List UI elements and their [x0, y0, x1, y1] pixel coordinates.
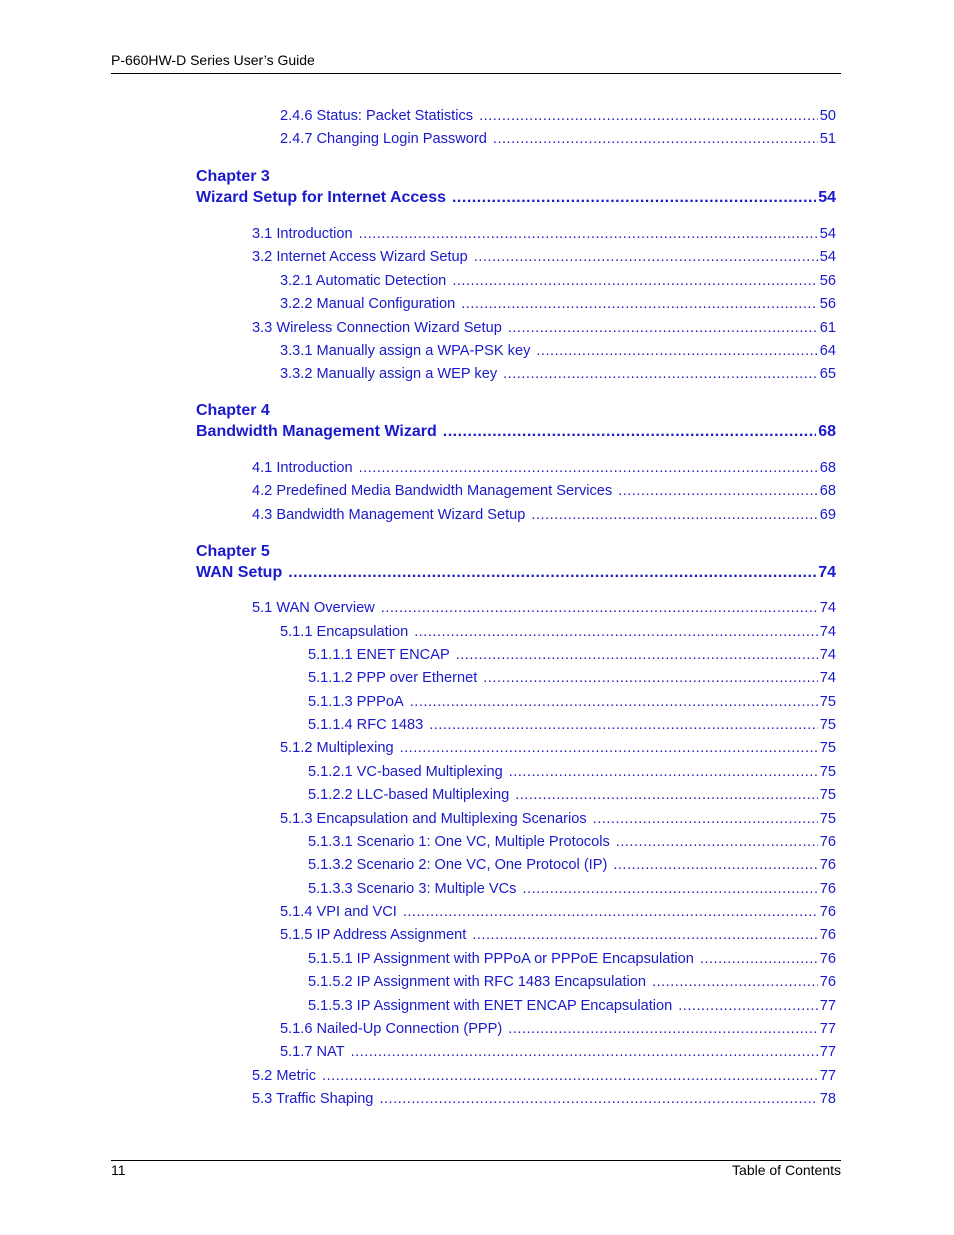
- toc-page-number: 75: [819, 717, 836, 733]
- toc-leader-dots: [359, 226, 818, 242]
- toc-chapter-label[interactable]: Chapter 5: [196, 543, 270, 560]
- toc-entry[interactable]: [252, 249, 836, 265]
- toc-entry[interactable]: [280, 927, 836, 943]
- toc-entry-title: 5.1.6 Nailed-Up Connection (PPP): [280, 1021, 503, 1037]
- toc-leader-dots: [536, 343, 817, 359]
- toc-page-number: 77: [819, 1044, 836, 1060]
- toc-entry[interactable]: [280, 296, 836, 312]
- toc-entry[interactable]: [280, 131, 836, 147]
- toc-entry-title: 3.2 Internet Access Wizard Setup: [252, 249, 468, 265]
- toc-entry-title: 5.1.2.2 LLC-based Multiplexing: [308, 787, 510, 803]
- toc-entry-title: Wizard Setup for Internet Access: [196, 189, 446, 206]
- toc-leader-dots: [456, 647, 818, 663]
- toc-entry[interactable]: [280, 343, 836, 359]
- toc-page-number: 68: [819, 483, 836, 499]
- toc-leader-dots: [400, 740, 818, 756]
- toc-entry-title: 5.1.1.1 ENET ENCAP: [308, 647, 450, 663]
- toc-entry-title: 3.3.1 Manually assign a WPA-PSK key: [280, 343, 531, 359]
- page-number: 11: [111, 1162, 126, 1178]
- toc-entry-title: 4.2 Predefined Media Bandwidth Management Services: [252, 483, 613, 499]
- toc-entry-title: 5.1.4 VPI and VCI: [280, 904, 397, 920]
- toc-entry-title: 3.2.2 Manual Configuration: [280, 296, 456, 312]
- toc-chapter-entry[interactable]: [196, 564, 836, 582]
- toc-leader-dots: [379, 1091, 817, 1107]
- toc-leader-dots: [700, 951, 818, 967]
- toc-entry[interactable]: [280, 366, 836, 382]
- toc-leader-dots: [508, 320, 818, 336]
- toc-page-number: 51: [819, 131, 836, 147]
- toc-leader-dots: [472, 927, 817, 943]
- toc-entry-title: 5.1 WAN Overview: [252, 600, 375, 616]
- toc-leader-dots: [414, 624, 818, 640]
- toc-entry[interactable]: [308, 787, 836, 803]
- toc-leader-dots: [509, 764, 818, 780]
- toc-leader-dots: [652, 974, 818, 990]
- toc-entry[interactable]: [280, 108, 836, 124]
- toc-leader-dots: [479, 108, 818, 124]
- toc-leader-dots: [493, 131, 818, 147]
- toc-leader-dots: [483, 670, 817, 686]
- toc-page-number: 75: [819, 811, 836, 827]
- toc-leader-dots: [359, 460, 818, 476]
- toc-entry-title: 5.1.3.1 Scenario 1: One VC, Multiple Protocols: [308, 834, 610, 850]
- toc-leader-dots: [452, 273, 817, 289]
- toc-chapter-label[interactable]: Chapter 4: [196, 402, 270, 419]
- toc-entry-title: 5.1.5.3 IP Assignment with ENET ENCAP Encapsulation: [308, 998, 673, 1014]
- toc-entry[interactable]: [252, 507, 836, 523]
- toc-entry[interactable]: [308, 834, 836, 850]
- toc-entry-title: 5.1.5.1 IP Assignment with PPPoA or PPPoE Encapsulation: [308, 951, 694, 967]
- toc-entry-title: 5.1.1 Encapsulation: [280, 624, 409, 640]
- toc-page-number: 74: [819, 647, 836, 663]
- toc-entry[interactable]: [308, 670, 836, 686]
- toc-entry-title: WAN Setup: [196, 564, 283, 581]
- toc-leader-dots: [403, 904, 818, 920]
- toc-page-number: 77: [819, 1068, 836, 1084]
- toc-entry[interactable]: [252, 320, 836, 336]
- toc-chapter-label[interactable]: Chapter 3: [196, 168, 270, 185]
- toc-entry-title: 3.2.1 Automatic Detection: [280, 273, 447, 289]
- toc-entry[interactable]: [252, 460, 836, 476]
- toc-entry[interactable]: [252, 483, 836, 499]
- toc-page-number: 76: [819, 857, 836, 873]
- toc-leader-dots: [322, 1068, 818, 1084]
- toc-page-number: 68: [819, 460, 836, 476]
- toc-entry-title: 5.1.7 NAT: [280, 1044, 345, 1060]
- toc-entry[interactable]: [308, 694, 836, 710]
- toc-entry[interactable]: [308, 857, 836, 873]
- toc-page-number: 69: [819, 507, 836, 523]
- toc-entry[interactable]: [308, 951, 836, 967]
- toc-page-number: 50: [819, 108, 836, 124]
- toc-leader-dots: [531, 507, 817, 523]
- toc-chapter-entry[interactable]: [196, 423, 836, 441]
- toc-entry-title: 5.1.2.1 VC-based Multiplexing: [308, 764, 503, 780]
- toc-page-number: 68: [818, 423, 836, 440]
- toc-entry-title: 4.1 Introduction: [252, 460, 353, 476]
- toc-entry[interactable]: [280, 624, 836, 640]
- toc-entry[interactable]: [308, 998, 836, 1014]
- toc-entry[interactable]: [252, 1091, 836, 1107]
- toc-page-number: 74: [819, 624, 836, 640]
- toc-page-number: 64: [819, 343, 836, 359]
- toc-page-number: 76: [819, 951, 836, 967]
- toc-page-number: 77: [819, 998, 836, 1014]
- toc-entry-title: 2.4.6 Status: Packet Statistics: [280, 108, 474, 124]
- toc-page-number: 75: [819, 694, 836, 710]
- toc-entry[interactable]: [252, 226, 836, 242]
- toc-page-number: 76: [819, 834, 836, 850]
- toc-entry-title: 5.1.3.2 Scenario 2: One VC, One Protocol (IP): [308, 857, 608, 873]
- toc-entry[interactable]: [252, 600, 836, 616]
- toc-entry-title: 5.1.5.2 IP Assignment with RFC 1483 Encapsulation: [308, 974, 647, 990]
- toc-entry-title: 5.1.3.3 Scenario 3: Multiple VCs: [308, 881, 517, 897]
- toc-entry[interactable]: [280, 904, 836, 920]
- toc-leader-dots: [613, 857, 817, 873]
- toc-page-number: 77: [819, 1021, 836, 1037]
- toc-page-number: 76: [819, 904, 836, 920]
- toc-entry[interactable]: [280, 811, 836, 827]
- toc-leader-dots: [618, 483, 818, 499]
- toc-leader-dots: [616, 834, 818, 850]
- toc-leader-dots: [474, 249, 818, 265]
- toc-page-number: 61: [819, 320, 836, 336]
- toc-entry[interactable]: [308, 974, 836, 990]
- toc-page-number: 78: [819, 1091, 836, 1107]
- toc-page-number: 75: [819, 740, 836, 756]
- toc-entry-title: 4.3 Bandwidth Management Wizard Setup: [252, 507, 526, 523]
- page-header-title: P-660HW-D Series User’s Guide: [111, 52, 315, 68]
- toc-leader-dots: [503, 366, 818, 382]
- toc-entry-title: 5.1.3 Encapsulation and Multiplexing Scenarios: [280, 811, 587, 827]
- toc-page-number: 56: [819, 296, 836, 312]
- toc-entry-title: Bandwidth Management Wizard: [196, 423, 437, 440]
- toc-page-number: 74: [819, 670, 836, 686]
- toc-entry[interactable]: [308, 647, 836, 663]
- toc-page-number: 74: [818, 564, 836, 581]
- toc-page-number: 74: [819, 600, 836, 616]
- toc-entry-title: 3.1 Introduction: [252, 226, 353, 242]
- toc-page-number: 56: [819, 273, 836, 289]
- toc-entry[interactable]: [280, 740, 836, 756]
- toc-chapter-entry[interactable]: [196, 189, 836, 207]
- toc-leader-dots: [593, 811, 818, 827]
- footer-rule: [111, 1160, 841, 1161]
- toc-entry-title: 5.3 Traffic Shaping: [252, 1091, 374, 1107]
- toc-entry-title: 3.3 Wireless Connection Wizard Setup: [252, 320, 502, 336]
- footer-section-title: Table of Contents: [732, 1162, 841, 1178]
- toc-leader-dots: [351, 1044, 818, 1060]
- toc-page-number: 76: [819, 974, 836, 990]
- toc-page-number: 76: [819, 881, 836, 897]
- toc-leader-dots: [515, 787, 818, 803]
- toc-leader-dots: [410, 694, 818, 710]
- toc-entry[interactable]: [252, 1068, 836, 1084]
- toc-leader-dots: [429, 717, 818, 733]
- toc-entry-title: 5.1.5 IP Address Assignment: [280, 927, 467, 943]
- toc-entry-title: 2.4.7 Changing Login Password: [280, 131, 487, 147]
- toc-entry[interactable]: [280, 1021, 836, 1037]
- toc-leader-dots: [461, 296, 818, 312]
- toc-leader-dots: [522, 881, 817, 897]
- toc-leader-dots: [443, 423, 816, 441]
- toc-page-number: 65: [819, 366, 836, 382]
- toc-entry[interactable]: [308, 764, 836, 780]
- toc-leader-dots: [678, 998, 818, 1014]
- toc-entry-title: 5.2 Metric: [252, 1068, 317, 1084]
- toc-entry-title: 5.1.1.2 PPP over Ethernet: [308, 670, 478, 686]
- toc-page-number: 54: [819, 249, 836, 265]
- toc-entry[interactable]: [280, 1044, 836, 1060]
- toc-page-number: 76: [819, 927, 836, 943]
- toc-entry[interactable]: [308, 881, 836, 897]
- toc-leader-dots: [288, 564, 816, 582]
- toc-entry[interactable]: [308, 717, 836, 733]
- toc-page-number: 75: [819, 764, 836, 780]
- toc-entry[interactable]: [280, 273, 836, 289]
- toc-entry-title: 5.1.2 Multiplexing: [280, 740, 394, 756]
- toc-page-number: 75: [819, 787, 836, 803]
- toc-entry-title: 5.1.1.3 PPPoA: [308, 694, 404, 710]
- toc-leader-dots: [508, 1021, 818, 1037]
- toc-entry-title: 5.1.1.4 RFC 1483: [308, 717, 424, 733]
- toc-entry-title: 3.3.2 Manually assign a WEP key: [280, 366, 498, 382]
- toc-page-number: 54: [818, 189, 836, 206]
- toc-page-number: 54: [819, 226, 836, 242]
- toc-leader-dots: [381, 600, 818, 616]
- toc-leader-dots: [452, 189, 816, 207]
